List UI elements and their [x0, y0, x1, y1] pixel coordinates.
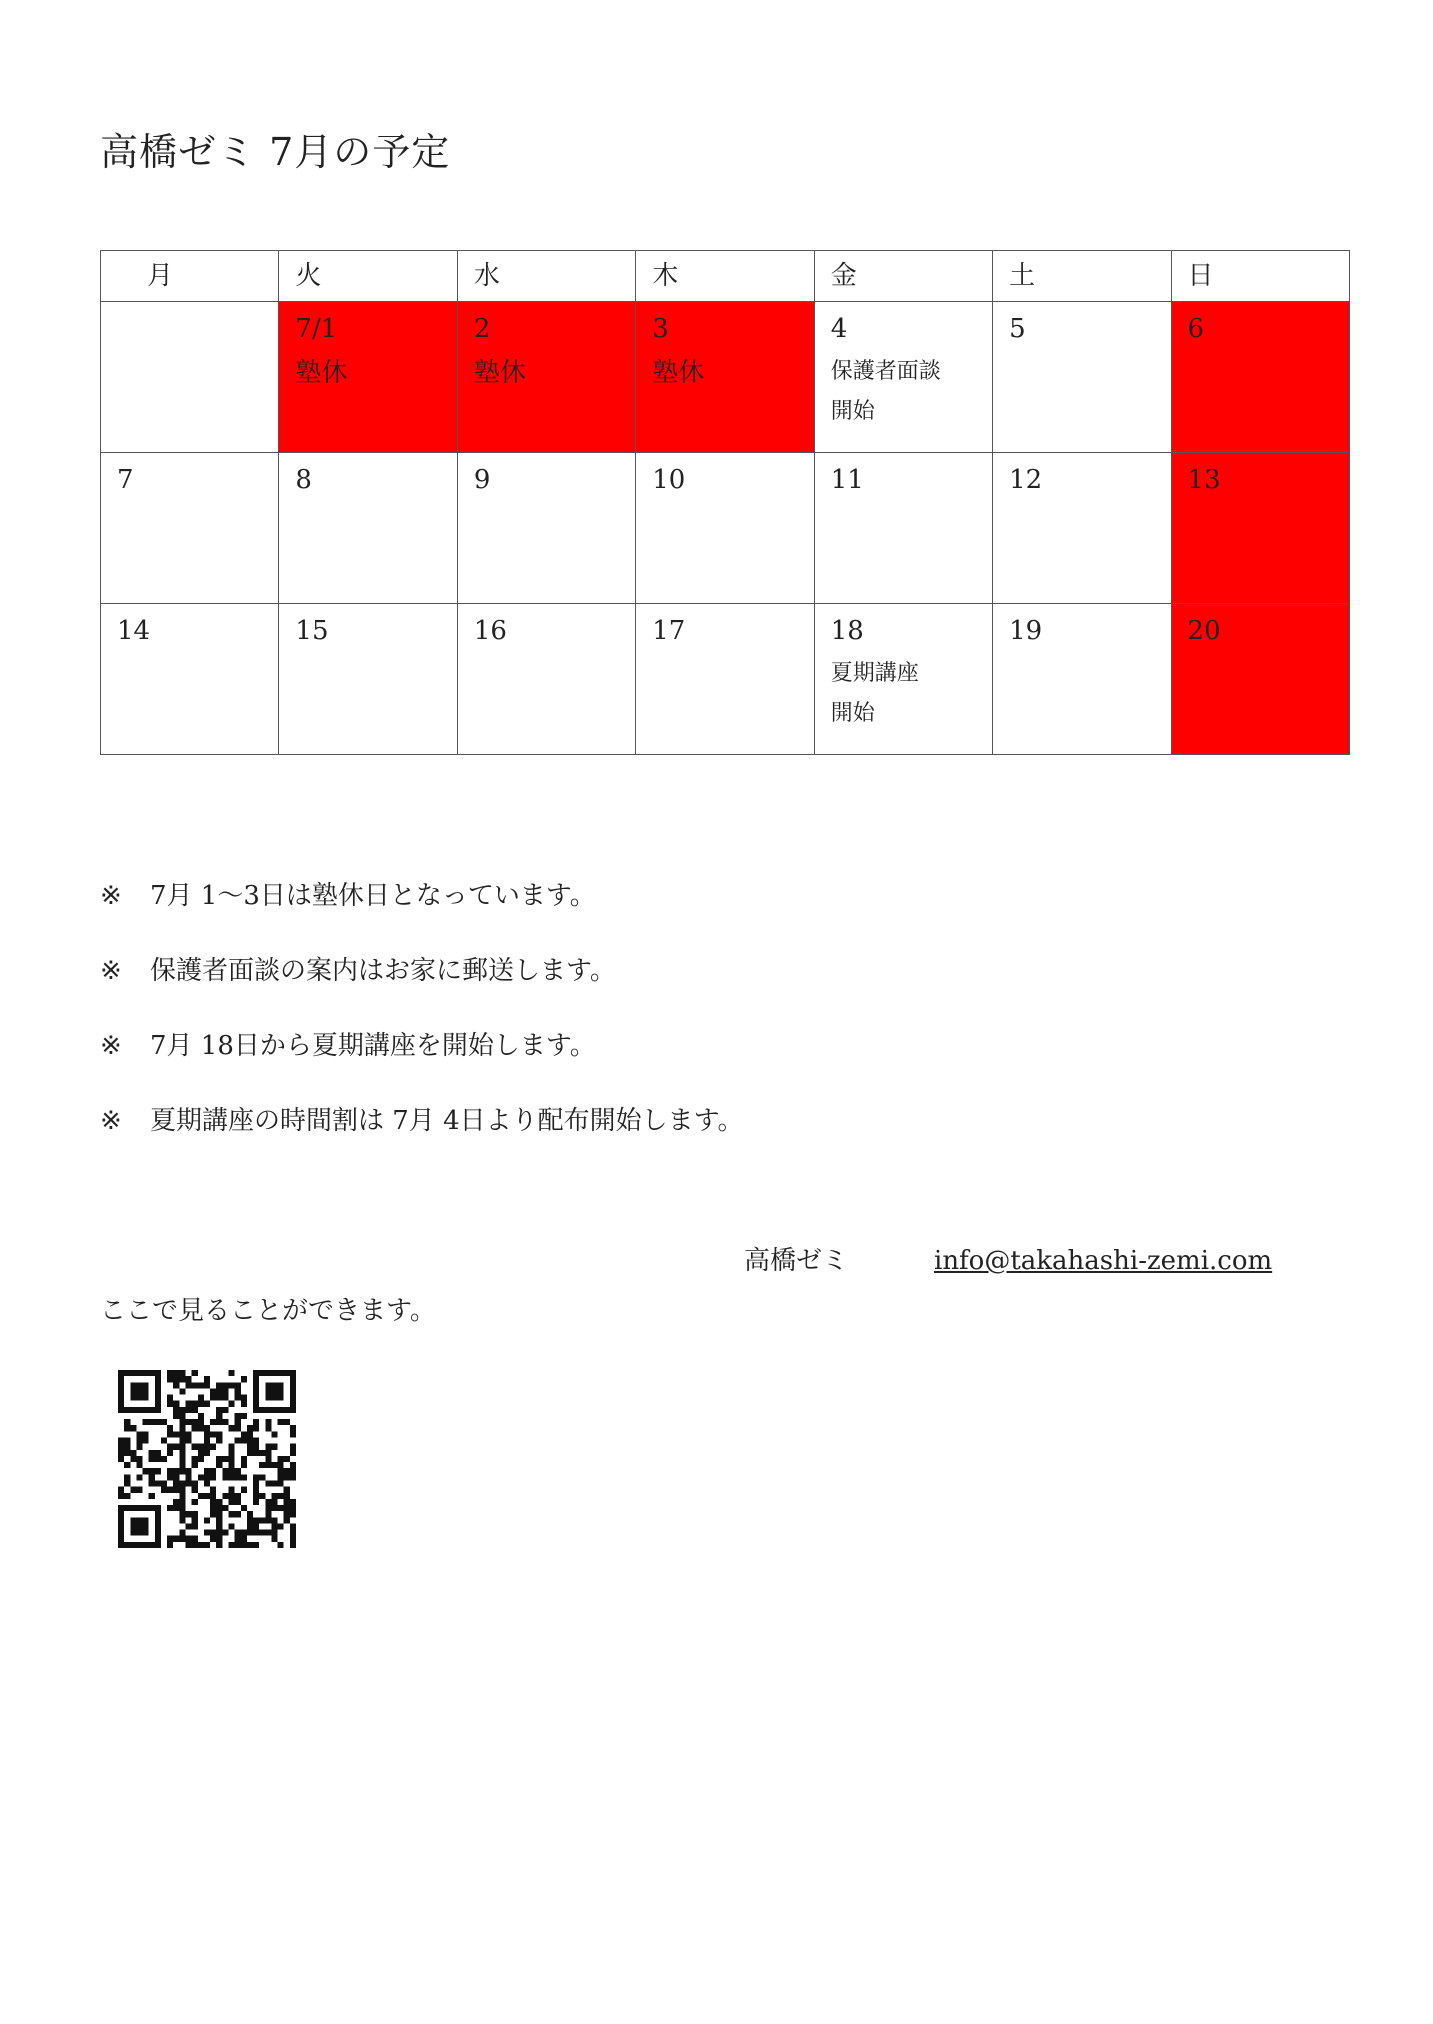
contact-email-link[interactable]: info@takahashi-zemi.com	[934, 1246, 1273, 1276]
note-item	[100, 1093, 744, 1168]
calendar-day-cell	[814, 604, 992, 755]
day-number	[117, 310, 264, 348]
calendar-week-row	[101, 302, 1350, 453]
day-number: 5	[1009, 314, 1026, 344]
calendar-day-cell	[279, 453, 457, 604]
day-note-line2: 開始	[830, 399, 875, 424]
calendar-day-cell	[993, 604, 1171, 755]
weekday-header: 金	[814, 251, 992, 302]
reference-mark: ※	[100, 881, 122, 911]
weekday-header: 水	[457, 251, 635, 302]
note-text: 保護者面談の案内はお家に郵送します。	[150, 956, 616, 986]
day-number: 17	[652, 616, 686, 646]
contact-name: 高橋ゼミ	[744, 1246, 849, 1276]
day-note: 塾休	[473, 358, 526, 388]
day-number: 7/1	[295, 314, 338, 344]
calendar-week-row	[101, 604, 1350, 755]
weekday-header-row	[101, 251, 1350, 302]
day-number: 11	[830, 465, 864, 495]
calendar-day-cell	[279, 302, 457, 453]
calendar-day-cell	[457, 302, 635, 453]
calendar-day-cell	[101, 453, 279, 604]
calendar-day-cell	[1171, 604, 1349, 755]
note-item	[100, 1018, 744, 1093]
day-note: 保護者面談	[830, 359, 941, 384]
note-text: 夏期講座の時間割は 7月 4日より配布開始します。	[150, 1106, 744, 1136]
note-item	[100, 868, 744, 943]
calendar-day-cell	[993, 302, 1171, 453]
calendar-day-cell	[636, 302, 814, 453]
page-title: 高橋ゼミ 7月の予定	[100, 130, 451, 174]
reference-mark: ※	[100, 1031, 122, 1061]
day-number: 3	[652, 314, 669, 344]
calendar-day-cell	[279, 604, 457, 755]
day-note: 夏期講座	[830, 661, 919, 686]
day-number: 7	[117, 465, 134, 495]
calendar-day-cell	[101, 604, 279, 755]
calendar-day-cell	[101, 302, 279, 453]
weekday-header: 火	[279, 251, 457, 302]
calendar-day-cell	[636, 604, 814, 755]
day-number: 18	[830, 616, 864, 646]
weekday-header: 日	[1171, 251, 1349, 302]
day-note: 塾休	[295, 358, 348, 388]
day-note: 塾休	[652, 358, 705, 388]
weekday-header: 土	[993, 251, 1171, 302]
calendar-day-cell	[636, 453, 814, 604]
day-number: 9	[473, 465, 491, 495]
day-number: 4	[830, 314, 848, 344]
weekday-header: 月	[101, 251, 279, 302]
day-number: 15	[295, 616, 329, 646]
reference-mark: ※	[100, 1106, 122, 1136]
day-number: 6	[1187, 314, 1205, 344]
calendar-day-cell	[457, 604, 635, 755]
calendar-day-cell	[814, 453, 992, 604]
weekday-header: 木	[636, 251, 814, 302]
day-number: 10	[652, 465, 686, 495]
day-number: 8	[295, 465, 312, 495]
calendar-day-cell	[457, 453, 635, 604]
reference-mark: ※	[100, 956, 122, 986]
calendar-day-cell	[1171, 302, 1349, 453]
note-text: 7月 18日から夏期講座を開始します。	[150, 1031, 596, 1061]
day-number: 14	[117, 616, 151, 646]
calendar-day-cell	[814, 302, 992, 453]
day-number: 2	[473, 314, 491, 344]
calendar-day-cell	[1171, 453, 1349, 604]
day-note-line2: 開始	[830, 701, 875, 726]
calendar-week-row	[101, 453, 1350, 604]
calendar-day-cell	[993, 453, 1171, 604]
qr-caption: ここで見ることができます。	[100, 1296, 436, 1326]
qr-code-icon	[118, 1370, 296, 1548]
day-number: 16	[473, 616, 507, 646]
note-text: 7月 1～3日は塾休日となっています。	[150, 881, 596, 911]
note-item	[100, 943, 744, 1018]
day-number: 19	[1009, 616, 1043, 646]
day-number: 12	[1009, 465, 1043, 495]
day-number: 20	[1187, 616, 1221, 646]
notes-list	[100, 868, 744, 1168]
calendar-table	[100, 250, 1350, 755]
day-number: 13	[1187, 465, 1221, 495]
